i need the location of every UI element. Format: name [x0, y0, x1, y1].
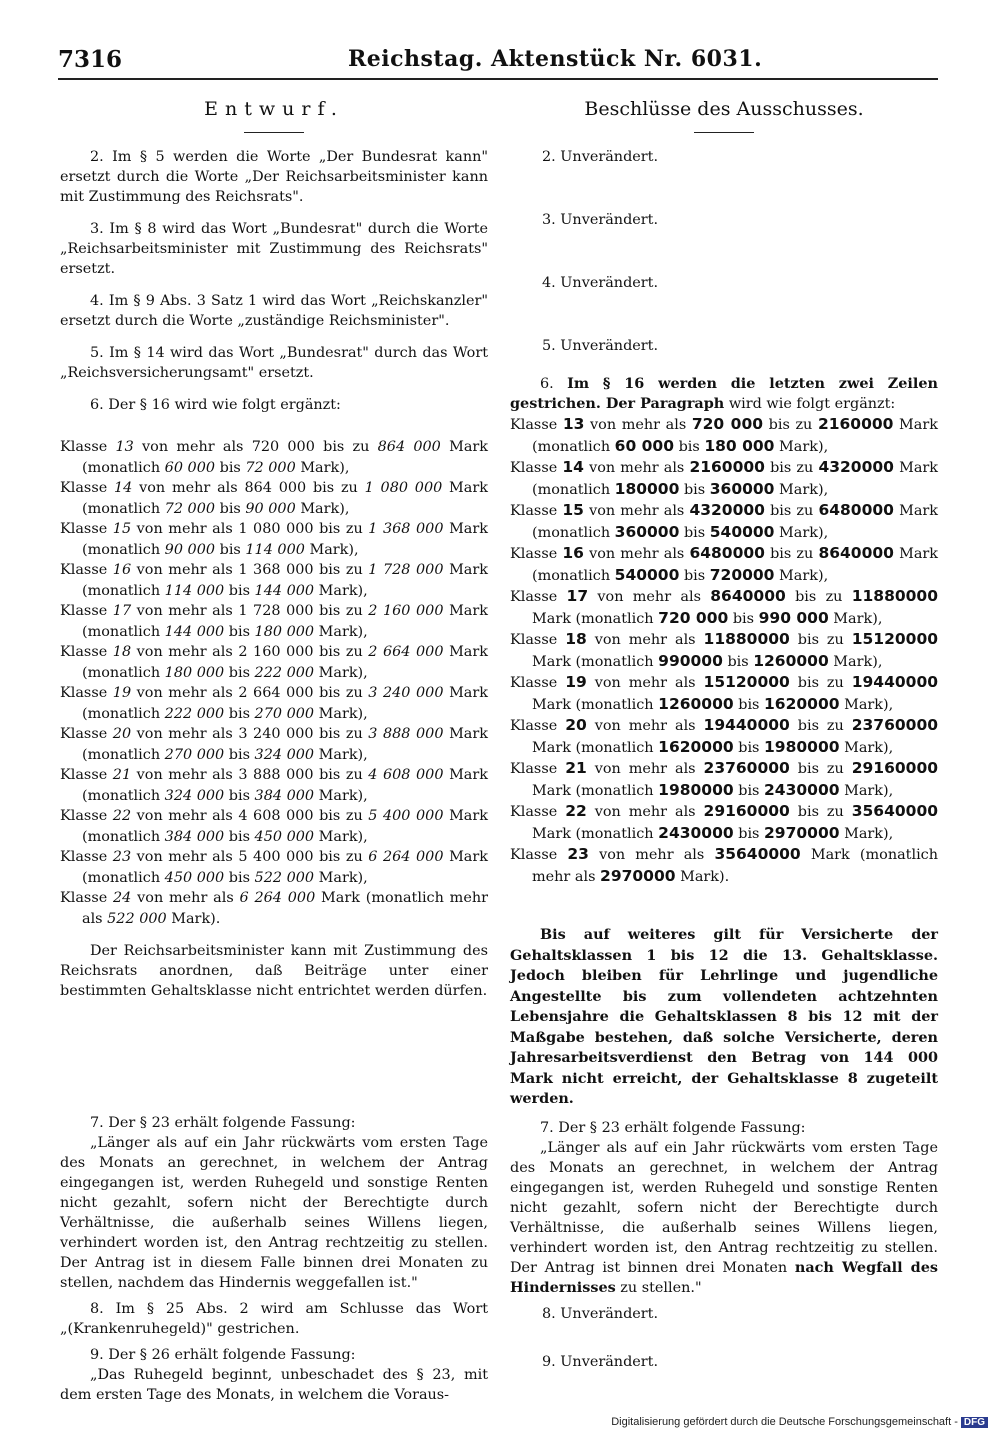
amount-from: 35640000	[714, 845, 801, 863]
klasse-number: 20	[565, 716, 587, 734]
amount-to: 3 888 000	[368, 726, 444, 742]
klasse-entry: Klasse 19 von mehr als 2 664 000 bis zu 3 240 000 Mark (monatlich 222 000 bis 270 000 Mark),	[60, 685, 488, 722]
amount-from: 19440000	[703, 716, 790, 734]
amount-to: 1 728 000	[368, 562, 444, 578]
klasse-number: 21	[565, 759, 587, 777]
klasse-number: 14	[114, 480, 133, 496]
right-item-6-bold: Im § 16 werden die letzten zwei Zeilen gestrichen. Der Paragraph	[510, 375, 938, 412]
monthly-from: 60 000	[614, 436, 674, 455]
klasse-entry: Klasse 15 von mehr als 1 080 000 bis zu 1 368 000 Mark (monatlich 90 000 bis 114 000 Mark),	[60, 521, 488, 558]
amount-to: 6 264 000	[368, 849, 444, 865]
amount-to: 2160000	[817, 415, 894, 433]
klasse-entry: Klasse 13 von mehr als 720 000 bis zu 864 000 Mark (monatlich 60 000 bis 72 000 Mark),	[60, 439, 488, 476]
monthly-from: 90 000	[164, 541, 216, 558]
amount-from: 15120000	[703, 673, 790, 691]
left-column-heading: Entwurf.	[204, 98, 344, 120]
amount-to: 1 368 000	[368, 521, 444, 537]
klasse-number: 13	[115, 439, 134, 455]
right-item-6-rest: wird wie folgt ergänzt:	[724, 396, 896, 412]
klasse-number: 15	[112, 521, 132, 537]
right-item-8: 8. Unverändert.	[542, 1305, 659, 1322]
monthly-to: 324 000	[254, 746, 315, 763]
klasse-entry: Klasse 18 von mehr als 11880000 bis zu 15120000 Mark (monatlich 990000 bis 1260000 Mark),	[510, 630, 939, 670]
monthly-to: 1260000	[753, 651, 829, 670]
amount-from: 2 664 000	[238, 685, 314, 701]
monthly-to: 2970000	[764, 823, 840, 842]
monthly-from: 1980000	[658, 780, 734, 799]
klasse-entry: Klasse 16 von mehr als 6480000 bis zu 8640000 Mark (monatlich 540000 bis 720000 Mark),	[510, 544, 938, 584]
monthly-to: 384 000	[254, 787, 315, 804]
klasse-entry: Klasse 17 von mehr als 1 728 000 bis zu 2 160 000 Mark (monatlich 144 000 bis 180 000 Mark),	[60, 603, 488, 640]
left-item-7-text: „Länger als auf ein Jahr rückwärts vom ersten Tage des Monats an gerechnet, in welchem der Antrag eingegangen ist, werden Ruhegeld und sonstige Renten nicht gezahlt, sofern nicht der Berechtigte durch Verhältnisse, die außerhalb seines Willens liegen, verhindert worden ist, den Antrag rechtzeitig zu stellen. Der Antrag ist in diesem Falle binnen drei Monaten zu stellen, nachdem das Hindernis weggefallen ist."	[60, 1135, 488, 1291]
amount-to: 2 160 000	[368, 603, 444, 619]
monthly-from: 114 000	[164, 582, 225, 599]
amount-from: 6480000	[689, 544, 765, 562]
monthly-to: 360000	[709, 479, 775, 498]
klasse-entry: Klasse 22 von mehr als 29160000 bis zu 35640000 Mark (monatlich 2430000 bis 2970000 Mark),	[510, 802, 939, 842]
monthly-from: 324 000	[164, 787, 225, 804]
monthly-to: 90 000	[245, 500, 296, 517]
amount-to: 4320000	[818, 458, 894, 476]
klasse-number: 19	[565, 673, 587, 691]
right-column	[510, 92, 938, 1372]
amount-to: 4 608 000	[368, 767, 444, 783]
amount-to: 1 080 000	[364, 480, 443, 496]
amount-to: 29160000	[851, 759, 939, 777]
klasse-entry: Klasse 20 von mehr als 3 240 000 bis zu 3 888 000 Mark (monatlich 270 000 bis 324 000 Mark),	[60, 726, 488, 763]
monthly-from: 60 000	[164, 459, 216, 476]
heading-rule	[694, 132, 754, 133]
klasse-entry: Klasse 15 von mehr als 4320000 bis zu 6480000 Mark (monatlich 360000 bis 540000 Mark),	[510, 501, 938, 541]
amount-to: 15120000	[851, 630, 939, 648]
amount-from: 2160000	[689, 458, 765, 476]
amount-to: 3 240 000	[368, 685, 444, 701]
page-header	[58, 38, 938, 80]
left-item-5: 5. Im § 14 wird das Wort „Bundesrat" durch das Wort „Reichsversicherungsamt" ersetzt.	[60, 345, 488, 381]
klasse-number: 19	[112, 685, 132, 701]
right-item-5: 5. Unverändert.	[542, 338, 659, 354]
amount-from: 6 264 000	[239, 890, 316, 906]
left-klassen-list	[60, 437, 488, 929]
klasse-entry: Klasse 17 von mehr als 8640000 bis zu 11880000 Mark (monatlich 720 000 bis 990 000 Mark),	[510, 587, 938, 627]
klasse-number: 14	[562, 458, 584, 476]
monthly-from: 72 000	[164, 500, 216, 517]
klasse-number: 13	[562, 415, 585, 433]
right-item-6	[510, 374, 938, 414]
klasse-entry: Klasse 14 von mehr als 2160000 bis zu 4320000 Mark (monatlich 180000 bis 360000 Mark),	[510, 458, 938, 498]
left-item-7: 7. Der § 23 erhält folgende Fassung:	[90, 1115, 356, 1131]
left-item-9-text: „Das Ruhegeld beginnt, unbeschadet des § 23, mit dem ersten Tage des Monats, in welchem die Voraus-	[60, 1367, 488, 1403]
right-item-7-text	[510, 1138, 938, 1298]
dfg-logo: DFG	[961, 1417, 988, 1428]
monthly-from: 990000	[658, 651, 723, 670]
monthly-from: 180000	[614, 479, 680, 498]
page-number: 7316	[58, 46, 123, 73]
right-klassen-list	[510, 414, 938, 887]
monthly-from: 180 000	[164, 664, 225, 681]
monthly-from: 144 000	[164, 623, 225, 640]
amount-to: 864 000	[377, 439, 441, 455]
amount-from: 4 608 000	[238, 808, 314, 824]
monthly-from: 1260000	[658, 694, 734, 713]
klasse-entry: Klasse 16 von mehr als 1 368 000 bis zu 1 728 000 Mark (monatlich 114 000 bis 144 000 Mark),	[60, 562, 488, 599]
monthly-to: 114 000	[245, 541, 305, 558]
klasse-number: 16	[562, 544, 584, 562]
monthly-to: 180 000	[704, 436, 775, 455]
amount-to: 35640000	[851, 802, 939, 820]
monthly-from: 522 000	[107, 910, 167, 927]
monthly-from: 384 000	[164, 828, 225, 845]
right-item-2: 2. Unverändert.	[542, 149, 659, 165]
amount-to: 5 400 000	[368, 808, 444, 824]
monthly-from: 2430000	[658, 823, 734, 842]
klasse-number: 18	[112, 644, 132, 660]
monthly-to: 720000	[709, 565, 775, 584]
monthly-to: 522 000	[254, 869, 315, 886]
klasse-entry: Klasse 21 von mehr als 3 888 000 bis zu 4 608 000 Mark (monatlich 324 000 bis 384 000 Mark),	[60, 767, 488, 804]
right-item-7-end: zu stellen."	[615, 1279, 702, 1296]
amount-from: 4320000	[689, 501, 765, 519]
amount-from: 3 888 000	[238, 767, 314, 783]
amount-from: 3 240 000	[238, 726, 314, 742]
right-bold-paragraph: Bis auf weiteres gilt für Versicherte der Gehaltsklassen 1 bis 12 die 13. Gehaltsklasse. Jedoch bleiben für Lehrlinge und jugendliche Angestellte bis zum vollendeten achtzehnten Lebensjahre die Gehaltsklassen 8 bis 12 mit der Maßgabe bestehen, daß solche Versicherte, deren Jahresarbeitsverdienst den Betrag von 144 000 Mark nicht erreicht, der Gehaltsklasse 8 zugeteilt werden.	[510, 926, 938, 1107]
klasse-number: 15	[562, 501, 584, 519]
monthly-from: 720 000	[658, 608, 729, 627]
monthly-to: 270 000	[254, 705, 315, 722]
monthly-to: 540000	[709, 522, 775, 541]
klasse-entry: Klasse 23 von mehr als 5 400 000 bis zu 6 264 000 Mark (monatlich 450 000 bis 522 000 Mark),	[60, 849, 488, 886]
amount-to: 2 664 000	[368, 644, 444, 660]
right-item-4: 4. Unverändert.	[542, 275, 659, 291]
klasse-number: 23	[567, 845, 589, 863]
page-title: Reichstag. Aktenstück Nr. 6031.	[348, 46, 763, 72]
left-item-8: 8. Im § 25 Abs. 2 wird am Schlusse das Wort „(Krankenruhegeld)" gestrichen.	[60, 1301, 488, 1337]
klasse-entry: Klasse 22 von mehr als 4 608 000 bis zu 5 400 000 Mark (monatlich 384 000 bis 450 000 Mark),	[60, 808, 488, 845]
left-item-9: 9. Der § 26 erhält folgende Fassung:	[90, 1347, 356, 1363]
amount-from: 864 000	[244, 480, 307, 496]
right-item-3: 3. Unverändert.	[542, 212, 659, 228]
amount-from: 720 000	[251, 439, 315, 455]
monthly-to: 180 000	[254, 623, 315, 640]
klasse-entry: Klasse 24 von mehr als 6 264 000 Mark (monatlich mehr als 522 000 Mark).	[60, 890, 488, 927]
klasse-number: 21	[112, 767, 132, 783]
monthly-to: 2430000	[764, 780, 840, 799]
amount-from: 720 000	[691, 415, 764, 433]
klasse-number: 17	[112, 603, 132, 619]
left-item-6: 6. Der § 16 wird wie folgt ergänzt:	[90, 397, 341, 413]
monthly-to: 72 000	[245, 459, 296, 476]
right-item-7-body: „Länger als auf ein Jahr rückwärts vom ersten Tage des Monats an gerechnet, in welchem der Antrag eingegangen ist, werden Ruhegeld und sonstige Renten nicht gezahlt, sofern nicht der Berechtigte durch Verhältnisse, die außerhalb seines Willens liegen, verhindert worden ist, den Antrag rechtzeitig zu stellen. Der Antrag ist binnen drei Monaten	[510, 1139, 938, 1276]
footer-text: Digitalisierung gefördert durch die Deutsche Forschungsgemeinschaft -	[611, 1416, 958, 1428]
klasse-entry: Klasse 19 von mehr als 15120000 bis zu 19440000 Mark (monatlich 1260000 bis 1620000 Mark),	[510, 673, 939, 713]
amount-from: 23760000	[703, 759, 790, 777]
klasse-number: 22	[565, 802, 587, 820]
monthly-from: 450 000	[164, 869, 225, 886]
monthly-to: 222 000	[254, 664, 315, 681]
klasse-number: 20	[112, 726, 132, 742]
right-item-7: 7. Der § 23 erhält folgende Fassung:	[540, 1119, 806, 1136]
monthly-from: 360000	[614, 522, 680, 541]
klasse-number: 23	[112, 849, 132, 865]
amount-from: 8640000	[710, 587, 786, 605]
klasse-entry: Klasse 13 von mehr als 720 000 bis zu 2160000 Mark (monatlich 60 000 bis 180 000 Mark),	[510, 415, 938, 455]
amount-from: 11880000	[703, 630, 790, 648]
amount-to: 6480000	[818, 501, 894, 519]
monthly-to: 1620000	[764, 694, 840, 713]
klasse-entry: Klasse 20 von mehr als 19440000 bis zu 23760000 Mark (monatlich 1620000 bis 1980000 Mark),	[510, 716, 939, 756]
right-column-heading: Beschlüsse des Ausschusses.	[584, 98, 864, 120]
amount-from: 5 400 000	[238, 849, 314, 865]
left-column	[60, 92, 488, 1405]
right-item-6-number: 6.	[540, 376, 568, 392]
left-item-4: 4. Im § 9 Abs. 3 Satz 1 wird das Wort „Reichskanzler" ersetzt durch die Worte „zuständige Reichsminister".	[60, 293, 488, 329]
monthly-from: 2970000	[600, 866, 676, 885]
right-item-7-bold: nach Wegfall des Hindernisses	[510, 1258, 939, 1296]
left-item-3: 3. Im § 8 wird das Wort „Bundesrat" durch die Worte „Reichsarbeitsminister mit Zustimmung des Reichsrats" ersetzt.	[60, 221, 488, 277]
monthly-to: 990 000	[758, 608, 829, 627]
klasse-entry: Klasse 23 von mehr als 35640000 Mark (monatlich mehr als 2970000 Mark).	[510, 845, 938, 885]
heading-rule	[244, 132, 304, 133]
monthly-to: 450 000	[254, 828, 315, 845]
amount-from: 29160000	[703, 802, 790, 820]
amount-from: 1 728 000	[238, 603, 314, 619]
klasse-entry: Klasse 14 von mehr als 864 000 bis zu 1 080 000 Mark (monatlich 72 000 bis 90 000 Mark),	[60, 480, 488, 517]
left-minister-paragraph: Der Reichsarbeitsminister kann mit Zustimmung des Reichsrats anordnen, daß Beiträge unter einer bestimmten Gehaltsklasse nicht entrichtet werden dürfen.	[60, 943, 488, 999]
monthly-from: 1620000	[658, 737, 734, 756]
amount-from: 2 160 000	[238, 644, 314, 660]
monthly-to: 1980000	[764, 737, 840, 756]
klasse-number: 22	[112, 808, 132, 824]
right-item-9: 9. Unverändert.	[542, 1353, 659, 1370]
monthly-from: 270 000	[164, 746, 225, 763]
monthly-from: 222 000	[164, 705, 225, 722]
klasse-number: 17	[566, 587, 589, 605]
monthly-to: 144 000	[254, 582, 315, 599]
klasse-entry: Klasse 18 von mehr als 2 160 000 bis zu 2 664 000 Mark (monatlich 180 000 bis 222 000 Mark),	[60, 644, 488, 681]
left-item-2: 2. Im § 5 werden die Worte „Der Bundesrat kann" ersetzt durch die Worte „Der Reichsarbeitsminister kann mit Zustimmung des Reichsrats".	[60, 149, 488, 205]
amount-to: 19440000	[851, 673, 939, 691]
amount-to: 11880000	[851, 587, 938, 605]
amount-from: 1 080 000	[238, 521, 314, 537]
klasse-number: 18	[565, 630, 587, 648]
amount-from: 1 368 000	[238, 562, 314, 578]
amount-to: 23760000	[851, 716, 939, 734]
amount-to: 8640000	[818, 544, 894, 562]
klasse-number: 16	[112, 562, 132, 578]
monthly-from: 540000	[614, 565, 680, 584]
footer-credit	[611, 1416, 988, 1428]
klasse-number: 24	[113, 890, 132, 906]
klasse-entry: Klasse 21 von mehr als 23760000 bis zu 29160000 Mark (monatlich 1980000 bis 2430000 Mark),	[510, 759, 939, 799]
